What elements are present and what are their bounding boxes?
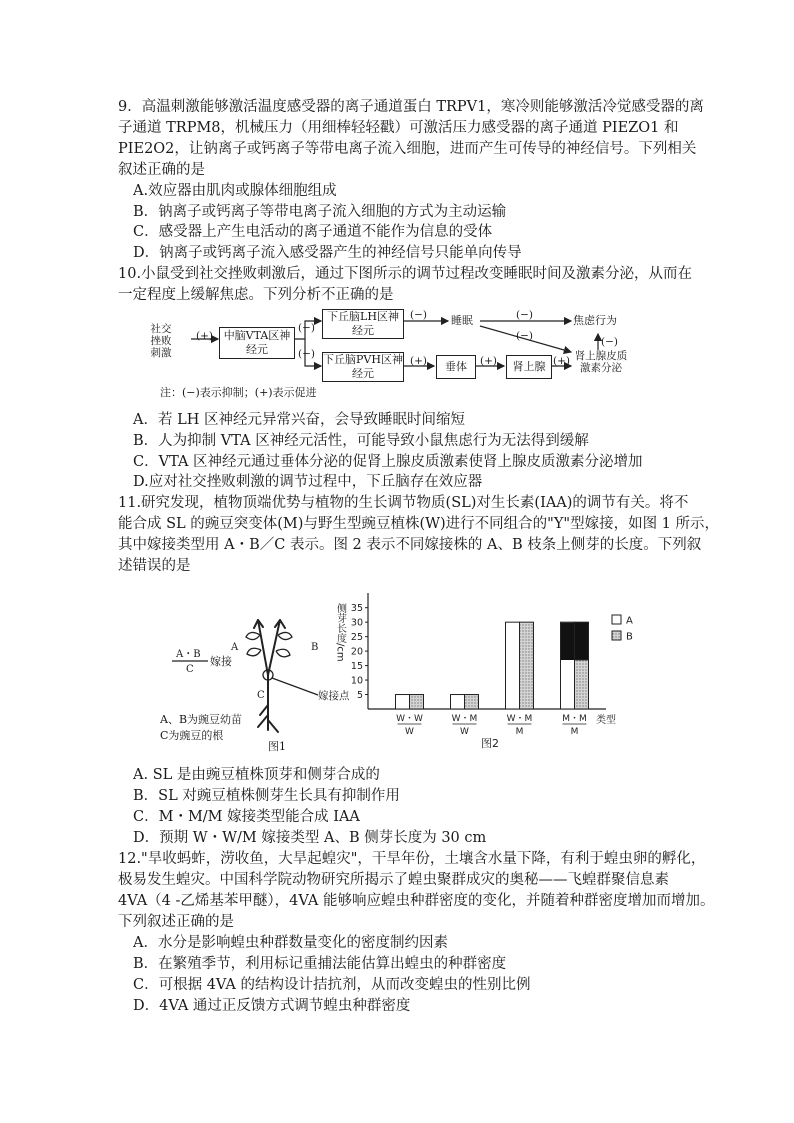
stimulus-label: 社交挫败刺激: [150, 323, 172, 359]
q12-option-c: C．可根据 4VA 的结构设计拮抗剂，从而改变蝗虫的性别比例: [133, 977, 531, 993]
label-b: B: [311, 642, 319, 653]
sleep-label: 睡眠: [451, 314, 473, 327]
q12-option-a: A．水分是影响蝗虫种群数量变化的密度制约因素: [133, 935, 448, 951]
bar-b-dark-portion: [575, 622, 589, 660]
y-tick-label: 15: [350, 661, 363, 673]
y-tick-label: 30: [350, 617, 363, 629]
q11-stem-line: 能合成 SL 的豌豆突变体(M)与野生型豌豆植株(W)进行不同组合的"Y"型嫁接，如图 1 所示，: [118, 516, 720, 532]
q12-stem-line: 极易发生蝗灾。中国科学院动物研究所揭示了蝗虫聚群成灾的奥秘——飞蝗群聚信息素: [118, 872, 669, 888]
bar-b: [465, 695, 479, 709]
q11-stem-line: 述错误的是: [118, 558, 191, 574]
lh-neuron-box: 下丘脑LH区神经元: [322, 309, 404, 339]
legend-label-b: B: [626, 631, 633, 643]
sign-minus: (−): [516, 309, 533, 321]
legend-label-a: A: [626, 615, 633, 627]
category-label-bottom: W: [405, 727, 414, 737]
bar-a: [396, 695, 410, 709]
q9-option-c: C．感受器上产生电活动的离子通道不能作为信息的受体: [133, 224, 493, 240]
q12-stem-line: 12."旱收蚂蚱，涝收鱼，大旱起蝗灾"，干旱年份，土壤含水量下降，有利于蝗虫卵的孵化，: [118, 851, 706, 867]
adrenal-box: 肾上腺: [506, 355, 552, 379]
category-label-bottom: M: [515, 727, 524, 737]
sign-minus: (−): [601, 336, 618, 348]
sign-plus: (+): [196, 330, 213, 342]
hormone-label: 肾上腺皮质激素分泌: [574, 350, 628, 374]
category-label-bottom: W: [460, 727, 469, 737]
anxiety-label: 焦虑行为: [573, 314, 617, 327]
pituitary-box: 垂体: [436, 355, 476, 379]
q12-option-b: B．在繁殖季节，利用标记重捕法能估算出蝗虫的种群密度: [133, 956, 507, 972]
sign-plus: (+): [553, 355, 570, 367]
diagram-note: 注：(−)表示抑制；(+)表示促进: [160, 386, 317, 399]
category-label-top: M・M: [562, 714, 587, 724]
q12-stem-line: 下列叙述正确的是: [118, 914, 234, 930]
x-axis-label: 类型: [596, 715, 616, 726]
fraction-bottom: C: [186, 664, 194, 675]
sign-plus: (+): [480, 355, 497, 367]
graft-point-label: 嫁接点: [318, 690, 350, 702]
y-tick-label: 20: [350, 646, 363, 658]
vta-neuron-box: 中脑VTA区神经元: [219, 327, 295, 359]
q11-stem-line: 11.研究发现，植物顶端优势与植物的生长调节物质(SL)对生长素(IAA)的调节有关。将不: [118, 495, 689, 511]
y-tick-label: 10: [350, 675, 363, 687]
bar-b: [575, 660, 589, 709]
q9-stem-line: PIE2O2，让钠离子或钙离子等带电离子流入细胞，进而产生可传导的神经信号。下列相关: [118, 141, 697, 157]
q11-option-a: A. SL 是由豌豆植株顶芽和侧芽合成的: [133, 767, 380, 783]
y-tick-label: 25: [350, 632, 363, 644]
bar-b: [520, 622, 534, 709]
category-label-top: W・M: [506, 714, 533, 724]
legend-swatch-a: [612, 615, 621, 624]
q9-stem-line: 子通道 TRPM8，机械压力（用细棒轻轻戳）可激活压力感受器的离子通道 PIEZO1 和: [118, 120, 679, 136]
category-label-top: W・W: [396, 714, 423, 724]
label-c: C: [257, 690, 265, 701]
y-axis-label: 侧芽长度/cm: [334, 603, 346, 662]
q11-stem-line: 其中嫁接类型用 A・B／C 表示。图 2 表示不同嫁接株的 A、B 枝条上侧芽的长度。下列叙: [118, 537, 702, 553]
sign-minus: (−): [298, 348, 315, 360]
y-tick-label: 5: [356, 690, 363, 702]
bar-a: [506, 622, 520, 709]
q9-option-d: D．钠离子或钙离子流入感受器产生的神经信号只能单向传导: [133, 245, 522, 261]
fig2-caption: 图2: [481, 737, 499, 750]
q12-stem-line: 4VA（4 -乙烯基苯甲醚），4VA 能够响应蝗虫种群密度的变化，并随着种群密度增加而增加。: [118, 893, 715, 909]
q10-option-a: A．若 LH 区神经元异常兴奋，会导致睡眠时间缩短: [133, 412, 465, 428]
fig1-note-1: A、B为豌豆幼苗: [160, 713, 243, 726]
pvh-neuron-box: 下丘脑PVH区神经元: [323, 353, 403, 380]
y-tick-label: 35: [350, 603, 363, 615]
q9-stem-line: 叙述正确的是: [118, 162, 205, 178]
q11-option-d: D．预期 W・W/M 嫁接类型 A、B 侧芽长度为 30 cm: [133, 830, 487, 846]
fig1-note-2: C为豌豆的根: [160, 729, 224, 742]
legend-swatch-b: [612, 631, 621, 640]
q10-option-b: B．人为抑制 VTA 区神经元活性，可能导致小鼠焦虑行为无法得到缓解: [133, 433, 589, 449]
q10-stem-line: 一定程度上缓解焦虑。下列分析不正确的是: [118, 287, 394, 303]
q9-stem-line: 9．高温刺激能够激活温度感受器的离子通道蛋白 TRPV1，寒冷则能够激活冷觉感受器的离: [118, 99, 704, 115]
q12-option-d: D．4VA 通过正反馈方式调节蝗虫种群密度: [133, 998, 411, 1014]
figure-2-chart: [330, 585, 650, 755]
q9-option-b: B．钠离子或钙离子等带电离子流入细胞的方式为主动运输: [133, 204, 507, 220]
bar-a: [451, 695, 465, 709]
fraction-top: A・B: [176, 649, 201, 660]
q10-stem-line: 10.小鼠受到社交挫败刺激后，通过下图所示的调节过程改变睡眠时间及激素分泌，从而在: [118, 266, 693, 282]
q11-option-c: C．M・M/M 嫁接类型能合成 IAA: [133, 809, 360, 825]
bar-b: [410, 695, 424, 709]
label-a: A: [231, 642, 239, 653]
q10-option-c: C．VTA 区神经元通过垂体分泌的促肾上腺皮质激素使肾上腺皮质激素分泌增加: [133, 454, 643, 470]
sign-minus: (−): [298, 322, 315, 334]
bar-a-dark-portion: [561, 623, 574, 660]
graft-label: 嫁接: [210, 655, 232, 668]
q10-option-d: D.应对社交挫败刺激的调节过程中，下丘脑存在效应器: [133, 474, 483, 490]
q11-option-b: B．SL 对豌豆植株侧芽生长具有抑制作用: [133, 788, 400, 804]
sign-minus: (−): [410, 309, 427, 321]
fig1-caption: 图1: [268, 740, 286, 753]
sign-minus: (−): [516, 330, 533, 342]
category-label-bottom: M: [570, 727, 579, 737]
q9-option-a: A.效应器由肌肉或腺体细胞组成: [133, 183, 337, 199]
category-label-top: W・M: [451, 714, 478, 724]
sign-plus: (+): [410, 355, 427, 367]
